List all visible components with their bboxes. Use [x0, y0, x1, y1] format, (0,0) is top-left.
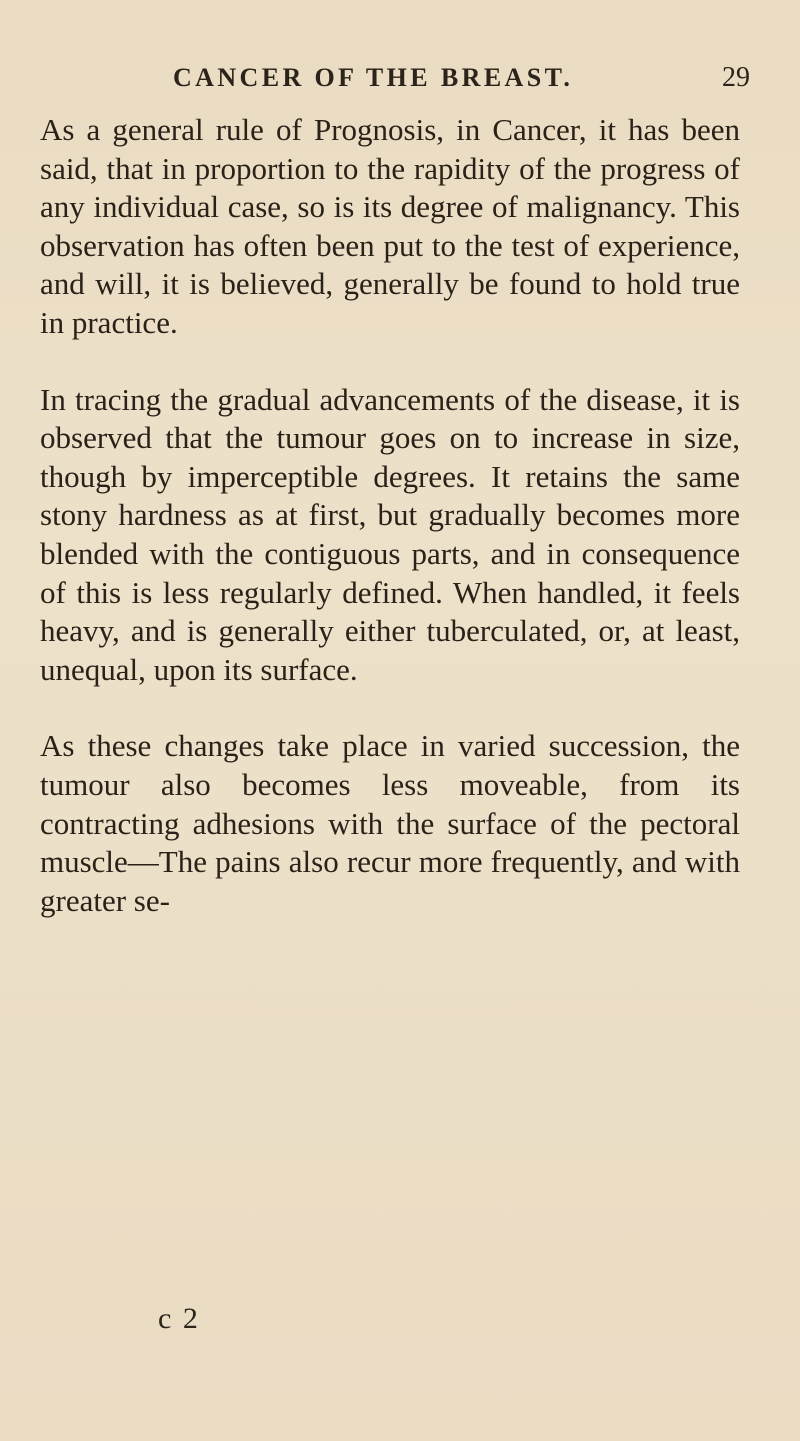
running-head — [0, 58, 800, 98]
page-number: 29 — [722, 62, 750, 93]
running-title: CANCER OF THE BREAST. — [173, 63, 574, 92]
paragraph-prognosis: As a general rule of Prognosis, in Cancer, it has been said, that in proportion to the rapidity of the progress of any individual case, so is its degree of malignancy. This observation has often been put to the test of experience, and will, it is believed, generally be found to hold true in practice. — [40, 112, 740, 340]
paragraph-changes-succession: As these changes take place in varied succession, the tumour also becomes less moveable, from its contracting adhesions with the surface of the pectoral muscle—The pains also recur more frequently, and with greater se- — [40, 728, 740, 918]
signature-mark: c 2 — [158, 1302, 200, 1335]
body-text — [40, 111, 740, 920]
paragraph-tumour-advancement: In tracing the gradual advancements of the disease, it is observed that the tumour goes on to increase in size, though by imperceptible degrees. It retains the same stony hardness as at first, but gradually becomes more blended with the contiguous parts, and in consequence of this is less regularly defined. When handled, it feels heavy, and is generally either tuberculated, or, at least, unequal, upon its surface. — [40, 381, 740, 687]
